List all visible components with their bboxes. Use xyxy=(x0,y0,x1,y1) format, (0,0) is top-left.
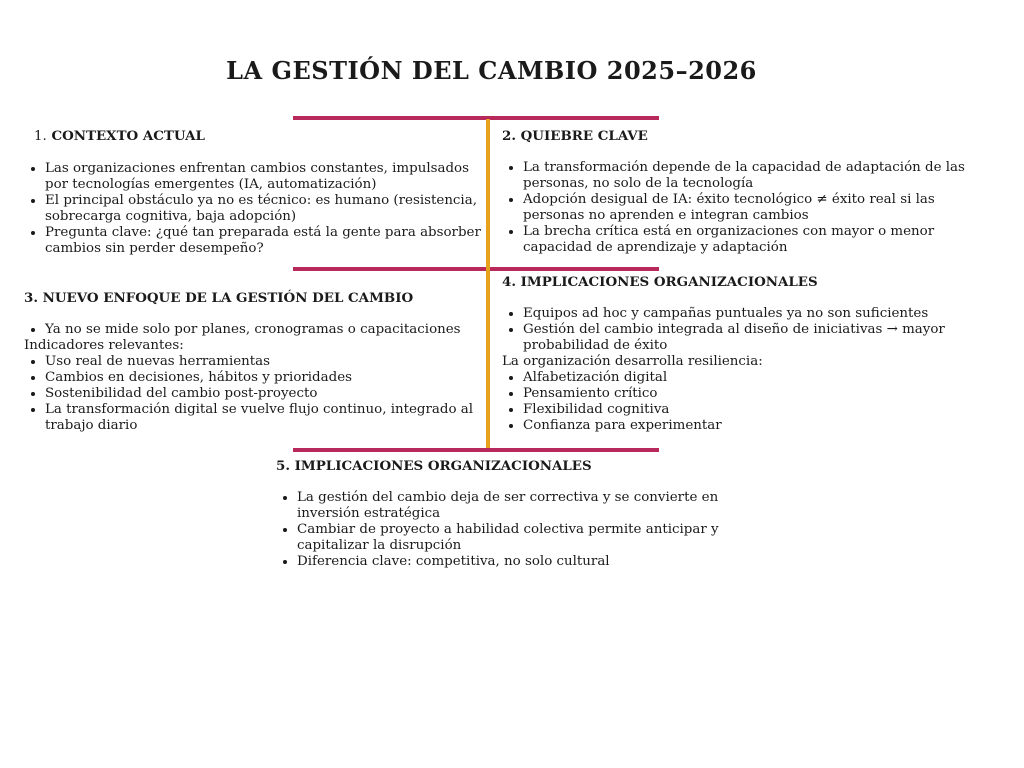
list-item: Adopción desigual de IA: éxito tecnológico ≠ éxito real si las personas no aprenden e integran cambios xyxy=(502,192,992,224)
middle-divider-line xyxy=(293,267,659,271)
list-item: Pensamiento crítico xyxy=(502,386,997,402)
list-item: Confianza para experimentar xyxy=(502,418,997,434)
list-item: El principal obstáculo ya no es técnico: es humano (resistencia, sobrecarga cognitiva, baja adopción) xyxy=(24,193,484,225)
section-2-heading: 2. QUIEBRE CLAVE xyxy=(502,128,648,144)
center-vertical-line xyxy=(486,119,490,448)
section-4-list-top xyxy=(502,306,997,354)
section-1-heading xyxy=(24,128,484,145)
section-4-list-resilience xyxy=(502,370,997,434)
section-1-title: CONTEXTO ACTUAL xyxy=(51,128,205,144)
list-item: La transformación digital se vuelve flujo continuo, integrado al trabajo diario xyxy=(24,402,484,434)
section-4-heading: 4. IMPLICACIONES ORGANIZACIONALES xyxy=(502,274,818,290)
section-3-list-indicators xyxy=(24,354,484,434)
list-item: Sostenibilidad del cambio post-proyecto xyxy=(24,386,484,402)
list-item: Flexibilidad cognitiva xyxy=(502,402,997,418)
section-3-heading: 3. NUEVO ENFOQUE DE LA GESTIÓN DEL CAMBIO xyxy=(24,290,414,306)
section-implicaciones-5 xyxy=(276,458,766,570)
page-title: LA GESTIÓN DEL CAMBIO 2025–2026 xyxy=(226,56,757,85)
list-item: Las organizaciones enfrentan cambios constantes, impulsados por tecnologías emergentes (IA, automatización) xyxy=(24,161,484,193)
section-1-number: 1. xyxy=(34,129,47,144)
section-nuevo-enfoque xyxy=(24,290,484,434)
list-item: La brecha crítica está en organizaciones con mayor o menor capacidad de aprendizaje y adaptación xyxy=(502,224,992,256)
list-item: Ya no se mide solo por planes, cronogramas o capacitaciones xyxy=(24,322,484,338)
list-item: Uso real de nuevas herramientas xyxy=(24,354,484,370)
section-implicaciones-4 xyxy=(502,274,997,434)
list-item: Alfabetización digital xyxy=(502,370,997,386)
list-item: Gestión del cambio integrada al diseño de iniciativas → mayor probabilidad de éxito xyxy=(502,322,997,354)
resilience-label: La organización desarrolla resiliencia: xyxy=(502,354,763,369)
list-item: Equipos ad hoc y campañas puntuales ya no son suficientes xyxy=(502,306,997,322)
section-quiebre-clave xyxy=(502,128,992,256)
top-divider-line xyxy=(293,116,659,120)
list-item: La transformación depende de la capacidad de adaptación de las personas, no solo de la tecnología xyxy=(502,160,992,192)
section-5-list xyxy=(276,490,766,570)
section-5-heading: 5. IMPLICACIONES ORGANIZACIONALES xyxy=(276,458,592,474)
section-contexto-actual xyxy=(24,128,484,257)
section-2-list xyxy=(502,160,992,256)
section-1-list xyxy=(24,161,484,257)
list-item: Cambios en decisiones, hábitos y prioridades xyxy=(24,370,484,386)
list-item: Cambiar de proyecto a habilidad colectiva permite anticipar y capitalizar la disrupción xyxy=(276,522,766,554)
list-item: Pregunta clave: ¿qué tan preparada está la gente para absorber cambios sin perder desempeño? xyxy=(24,225,484,257)
list-item: Diferencia clave: competitiva, no solo cultural xyxy=(276,554,766,570)
bottom-divider-line xyxy=(293,448,659,452)
list-item: La gestión del cambio deja de ser correctiva y se convierte en inversión estratégica xyxy=(276,490,766,522)
section-3-list-top xyxy=(24,322,484,338)
indicators-label: Indicadores relevantes: xyxy=(24,338,184,353)
